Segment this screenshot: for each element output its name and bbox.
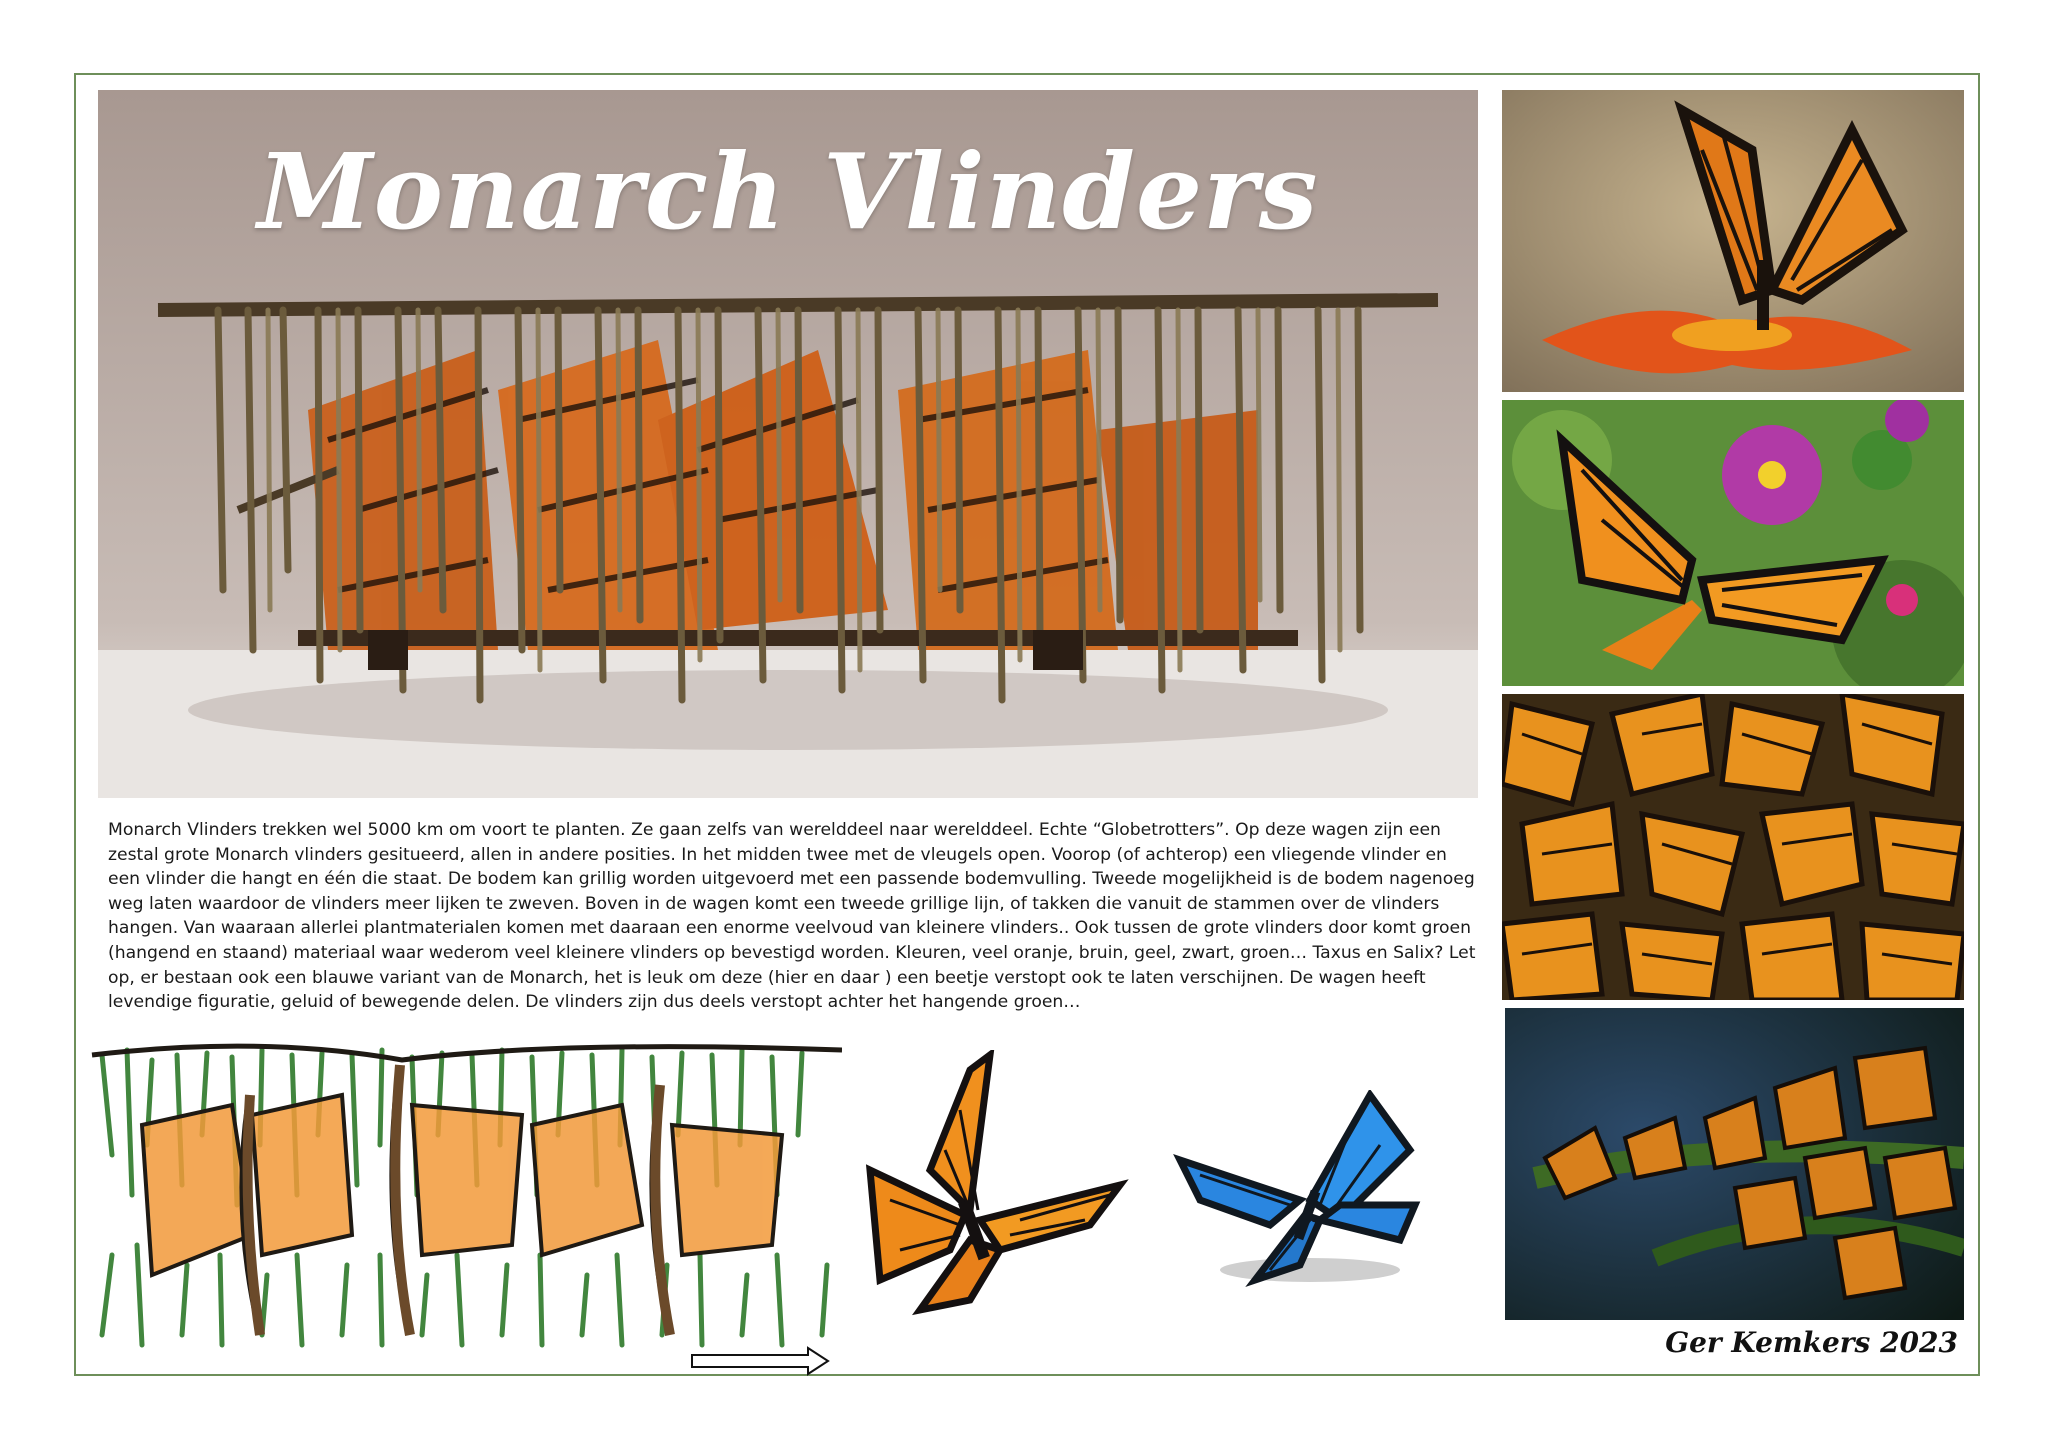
description-text: Monarch Vlinders trekken wel 5000 km om voort te planten. Ze gaan zelfs van werelddeel naar werelddeel. Echte “Globetrotters”. Op deze wagen zijn een zestal grote Monarch vlinders gesitueerd, allen in andere posities. In het midden twee met de vleugels open. Voorop (of achterop) een vliegende vlinder en een vlinder die hangt en één die staat. De bodem kan grillig worden uitgevoerd met een passende bodemvulling. Tweede mogelijkheid is de bodem nagenoeg weg laten waardoor de vlinders meer lijken te zweven. Boven in de wagen komt een tweede grillige lijn, of takken die vanuit de stammen over de vlinders hangen. Van waaraan allerlei plantmaterialen komen met daaraan een enorme veelvoud van kleinere vlinders.. Ook tussen de grote vlinders door komt groen (hangend en staand) materiaal waar wederom veel kleinere vlinders op bevestigd worden. Kleuren, veel oranje, bruin, geel, zwart, groen… Taxus en Salix? Let op, er bestaan ook een blauwe variant van de Monarch, het is leuk om deze (hier en daar ) een beetje verstopt ook te laten verschijnen. De wagen heeft levendige figuratie, geluid of bewegende delen. De vlinders zijn dus deels verstopt achter het hangende groen…	[108, 820, 1476, 1013]
orange-monarch-illustration	[860, 1050, 1140, 1320]
monarch-on-purple-flower-photo	[1502, 400, 1964, 686]
monarch-on-orange-flower-photo	[1502, 90, 1964, 392]
author-signature: Ger Kemkers 2023	[1665, 1326, 1958, 1359]
main-model-photo	[98, 90, 1478, 798]
design-sketch	[82, 1035, 842, 1350]
page-title: Monarch Vlinders	[257, 130, 1319, 253]
monarchs-on-pine-branch-photo	[1505, 1008, 1964, 1320]
monarch-cluster-photo	[1502, 694, 1964, 1000]
arrow-right-icon	[690, 1346, 830, 1376]
blue-monarch-illustration	[1170, 1090, 1440, 1290]
